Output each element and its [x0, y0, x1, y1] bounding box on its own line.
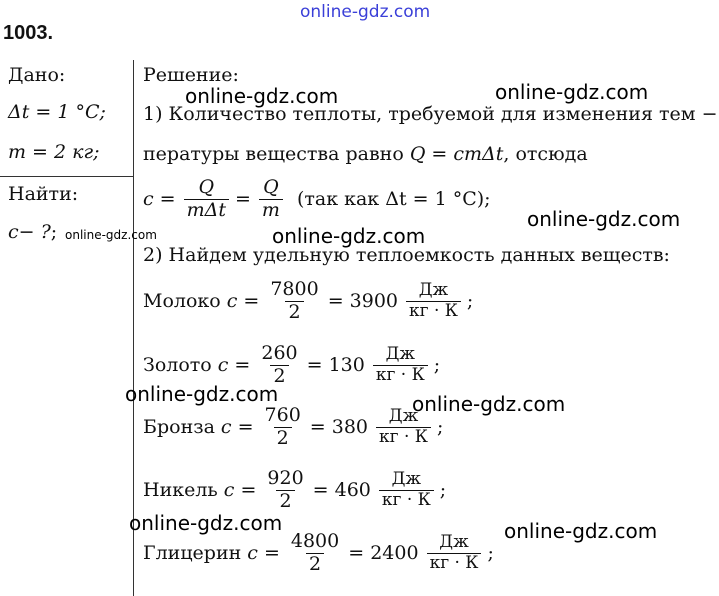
watermark: online-gdz.com — [129, 511, 283, 535]
substance-row-gold: Золото c = $\frac{260}{2}$ = 130 $\frac{Дж}{кг \cdot К}$ ; — [143, 342, 441, 387]
solution-title: Решение: — [143, 64, 239, 86]
watermark: online-gdz.com — [504, 519, 658, 543]
watermark: online-gdz.com — [527, 207, 681, 231]
find-value: c− ?; — [8, 221, 58, 243]
solution-line-4: 2) Найдем удельную теплоемкость данных веществ: — [143, 244, 670, 266]
watermark: online-gdz.com — [272, 224, 426, 248]
find-title: Найти: — [8, 183, 79, 205]
fraction-q-over-m-dt: $\frac{Q}{\text{mΔt}}$ — [184, 178, 229, 221]
site-header-link[interactable]: online-gdz.com — [300, 2, 431, 22]
solution-line-2: пературы вещества равно Q = cmΔt, отсюда — [143, 143, 588, 165]
substance-row-bronze: Бронза c = $\frac{760}{2}$ = 380 $\frac{Дж}{кг \cdot К}$ ; — [143, 404, 444, 449]
substance-row-glycerin: Глицерин c = $\frac{4800}{2}$ = 2400 $\frac{Дж}{кг \cdot К}$ ; — [143, 530, 494, 575]
given-title: Дано: — [8, 64, 66, 86]
problem-number: 1003. — [3, 22, 54, 44]
watermark: online-gdz.com — [185, 84, 339, 108]
solution-line-1: 1) Количество теплоты, требуемой для изменения тем − — [143, 103, 718, 125]
watermark: online-gdz.com — [412, 392, 566, 416]
watermark: online-gdz.com — [495, 80, 649, 104]
substance-row-milk: Молоко c = $\frac{7800}{2}$ = 3900 $\frac{Дж}{кг \cdot К}$ ; — [143, 278, 474, 323]
formula-c: c = $\frac{Q}{\text{mΔt}}$ = $\frac{Q}{m}$ (так как Δt = 1 °C); — [143, 176, 491, 221]
fraction-q-over-m: $\frac{Q}{m}$ — [259, 178, 283, 221]
given-divider — [0, 176, 134, 177]
watermark: online-gdz.com — [125, 382, 279, 406]
given-mass: m = 2 кг; — [8, 141, 100, 163]
watermark-small: online-gdz.com — [65, 228, 157, 242]
substance-row-nickel: Никель c = $\frac{920}{2}$ = 460 $\frac{Дж}{кг \cdot К}$ ; — [143, 467, 447, 512]
given-delta-t: Δt = 1 °C; — [8, 101, 106, 123]
